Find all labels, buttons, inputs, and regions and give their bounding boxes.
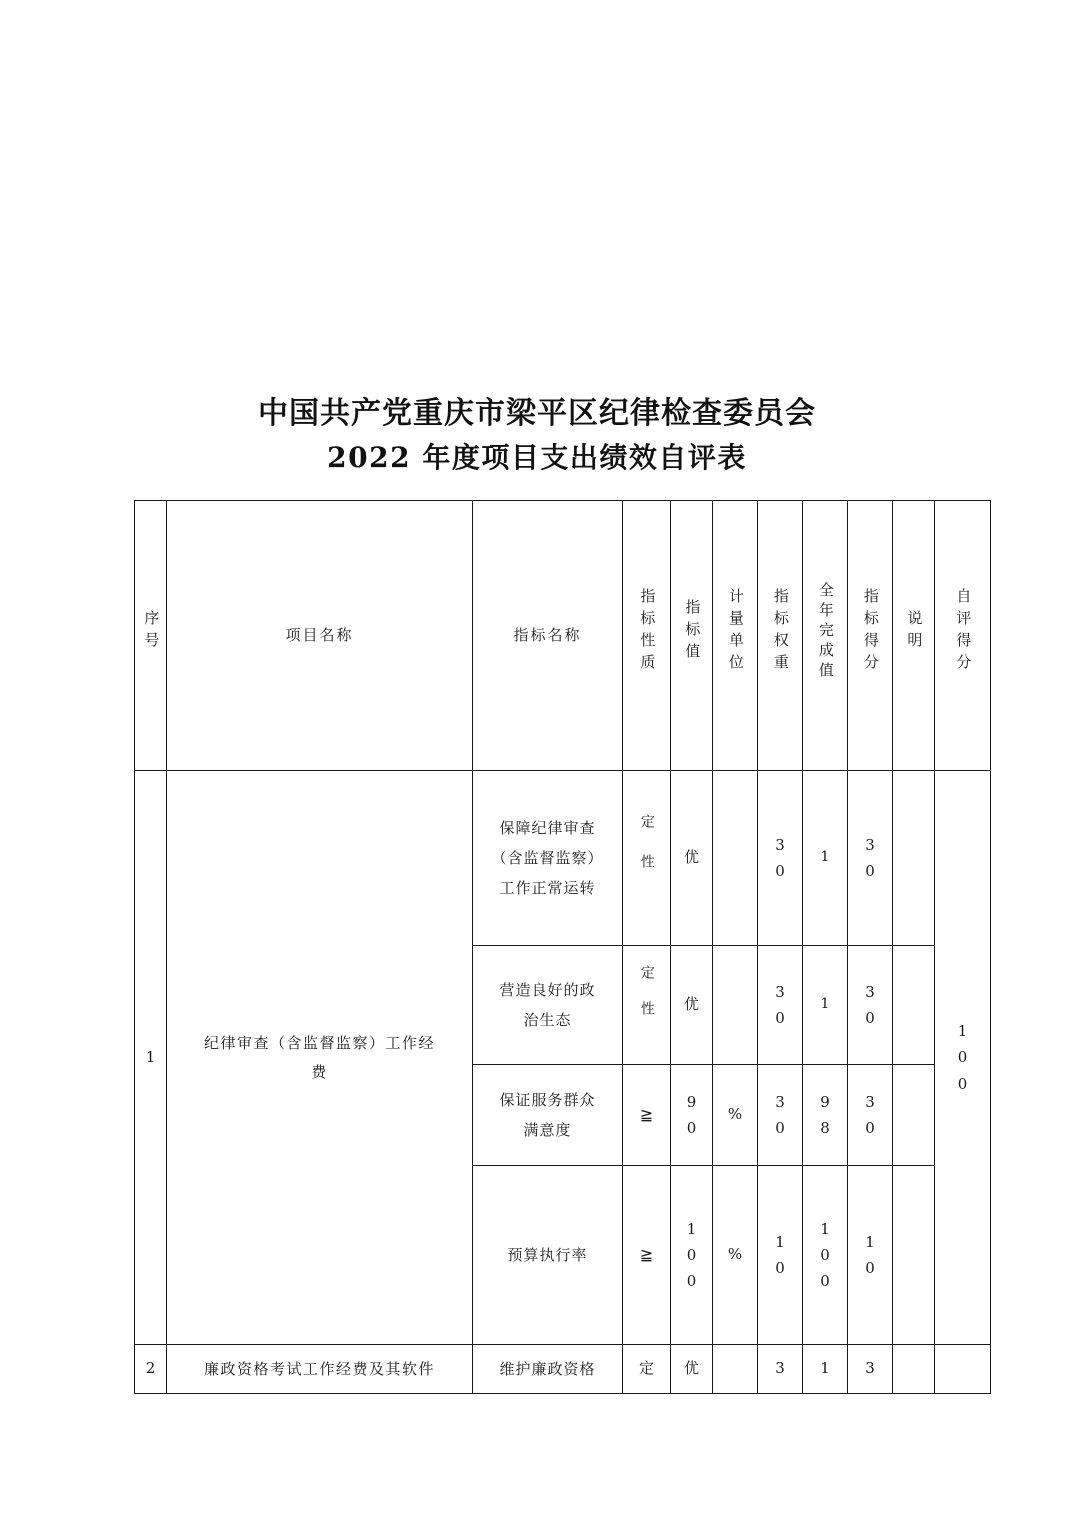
indicator-score-value: 3 0 [865, 982, 875, 1027]
self-score-value: 1 0 0 [957, 1022, 968, 1093]
cell-annual-completed [803, 1065, 848, 1166]
indicator-nature-value: 定性 [638, 965, 655, 1038]
header-weight-label: 指标权重 [771, 587, 790, 676]
header-indicator-score [848, 501, 893, 771]
performance-table-wrap [134, 500, 973, 1394]
cell-weight [758, 771, 803, 946]
header-self-score-label: 自评得分 [954, 587, 973, 676]
header-indicator-name [473, 501, 623, 771]
indicator-name-value: 保证服务群众 满意度 [499, 1091, 596, 1139]
cell-unit [713, 1065, 758, 1166]
cell-annual-completed [803, 1345, 848, 1394]
cell-unit [713, 946, 758, 1065]
seq-value: 1 [145, 1047, 156, 1066]
cell-indicator-score [848, 1345, 893, 1394]
cell-project-name [167, 771, 473, 1345]
table-row [135, 1345, 991, 1394]
cell-seq [135, 1345, 167, 1394]
cell-remark [893, 946, 935, 1065]
project-name-line1: 纪律审查（含监督监察）工作经 [203, 1034, 435, 1052]
cell-unit [713, 771, 758, 946]
cell-indicator-value [671, 1345, 713, 1394]
header-project-name-label: 项目名称 [285, 625, 354, 644]
weight-value: 3 [775, 1359, 785, 1378]
header-self-score [935, 501, 991, 771]
header-indicator-nature-label: 指标性质 [638, 587, 657, 676]
performance-table [134, 500, 991, 1394]
cell-self-score [935, 1345, 991, 1394]
cell-indicator-nature [623, 1166, 671, 1345]
indicator-score-value: 3 0 [865, 1092, 875, 1137]
cell-indicator-name [473, 946, 623, 1065]
document-title [134, 392, 940, 480]
cell-annual-completed [803, 771, 848, 946]
project-name-line1: 廉政资格考试工作经费及其软件 [203, 1359, 435, 1378]
cell-indicator-score [848, 1166, 893, 1345]
table-row [135, 771, 991, 946]
header-indicator-score-label: 指标得分 [861, 587, 880, 676]
indicator-name-value: 保障纪律审查 （含监督监察） 工作正常运转 [491, 819, 604, 897]
indicator-nature-value: 定性 [638, 814, 655, 895]
indicator-nature-value: ≧ [639, 1244, 654, 1264]
cell-weight [758, 1166, 803, 1345]
cell-annual-completed [803, 1166, 848, 1345]
cell-indicator-score [848, 946, 893, 1065]
cell-remark [893, 1065, 935, 1166]
cell-indicator-nature [623, 771, 671, 946]
annual-completed-value: 1 0 0 [820, 1219, 830, 1291]
cell-remark [893, 771, 935, 946]
cell-indicator-nature [623, 1065, 671, 1166]
header-seq-label: 序号 [142, 609, 161, 654]
header-annual-completed-label: 全年完成值 [816, 581, 835, 682]
weight-value: 3 0 [775, 1092, 785, 1137]
cell-indicator-name [473, 771, 623, 946]
indicator-value-value: 1 0 0 [686, 1219, 697, 1291]
header-annual-completed [803, 501, 848, 771]
cell-indicator-nature [623, 1345, 671, 1394]
indicator-nature-value: 定 [638, 1359, 654, 1378]
unit-value: % [727, 1105, 743, 1124]
cell-self-score [935, 771, 991, 1345]
indicator-score-value: 3 [865, 1359, 875, 1378]
title-line-1: 中国共产党重庆市梁平区纪律检查委员会 [258, 396, 816, 431]
header-project-name [167, 501, 473, 771]
cell-indicator-value [671, 1065, 713, 1166]
table-header-row [135, 501, 991, 771]
weight-value: 3 0 [775, 835, 785, 880]
cell-weight [758, 1065, 803, 1166]
cell-indicator-score [848, 1065, 893, 1166]
indicator-value-value: 优 [683, 1359, 699, 1378]
indicator-name-value: 营造良好的政 治生态 [499, 981, 596, 1029]
cell-weight [758, 1345, 803, 1394]
weight-value: 3 0 [775, 982, 785, 1027]
cell-indicator-value [671, 1166, 713, 1345]
header-remark-label: 说明 [905, 609, 924, 654]
indicator-value-value: 优 [683, 848, 699, 867]
cell-remark [893, 1345, 935, 1394]
cell-seq [135, 771, 167, 1345]
indicator-score-value: 3 0 [865, 835, 875, 880]
header-remark [893, 501, 935, 771]
cell-unit [713, 1166, 758, 1345]
header-seq [135, 501, 167, 771]
cell-unit [713, 1345, 758, 1394]
cell-remark [893, 1166, 935, 1345]
header-indicator-value-label: 指标值 [683, 598, 702, 665]
indicator-value-value: 9 0 [686, 1092, 697, 1137]
cell-indicator-value [671, 771, 713, 946]
indicator-name-value: 维护廉政资格 [499, 1360, 596, 1378]
indicator-score-value: 1 0 [865, 1232, 875, 1277]
cell-indicator-name [473, 1166, 623, 1345]
unit-value: % [727, 1245, 743, 1264]
cell-indicator-score [848, 771, 893, 946]
annual-completed-value: 1 [820, 996, 830, 1013]
title-line-2: 2022 年度项目支出绩效自评表 [327, 441, 747, 474]
seq-value: 2 [145, 1359, 156, 1378]
indicator-nature-value: ≧ [639, 1104, 654, 1124]
cell-indicator-name [473, 1065, 623, 1166]
cell-weight [758, 946, 803, 1065]
cell-annual-completed [803, 946, 848, 1065]
weight-value: 1 0 [775, 1232, 785, 1277]
annual-completed-value: 9 8 [820, 1092, 830, 1137]
header-unit [713, 501, 758, 771]
header-indicator-name-label: 指标名称 [513, 625, 582, 644]
cell-project-name [167, 1345, 473, 1394]
cell-indicator-nature [623, 946, 671, 1065]
indicator-name-value: 预算执行率 [507, 1246, 588, 1264]
annual-completed-value: 1 [820, 849, 830, 866]
annual-completed-value: 1 [820, 1359, 830, 1378]
indicator-value-value: 优 [683, 995, 699, 1014]
header-indicator-nature [623, 501, 671, 771]
project-name-line2: 费 [311, 1062, 328, 1081]
cell-indicator-name [473, 1345, 623, 1394]
cell-indicator-value [671, 946, 713, 1065]
header-unit-label: 计量单位 [726, 587, 745, 676]
header-weight [758, 501, 803, 771]
header-indicator-value [671, 501, 713, 771]
